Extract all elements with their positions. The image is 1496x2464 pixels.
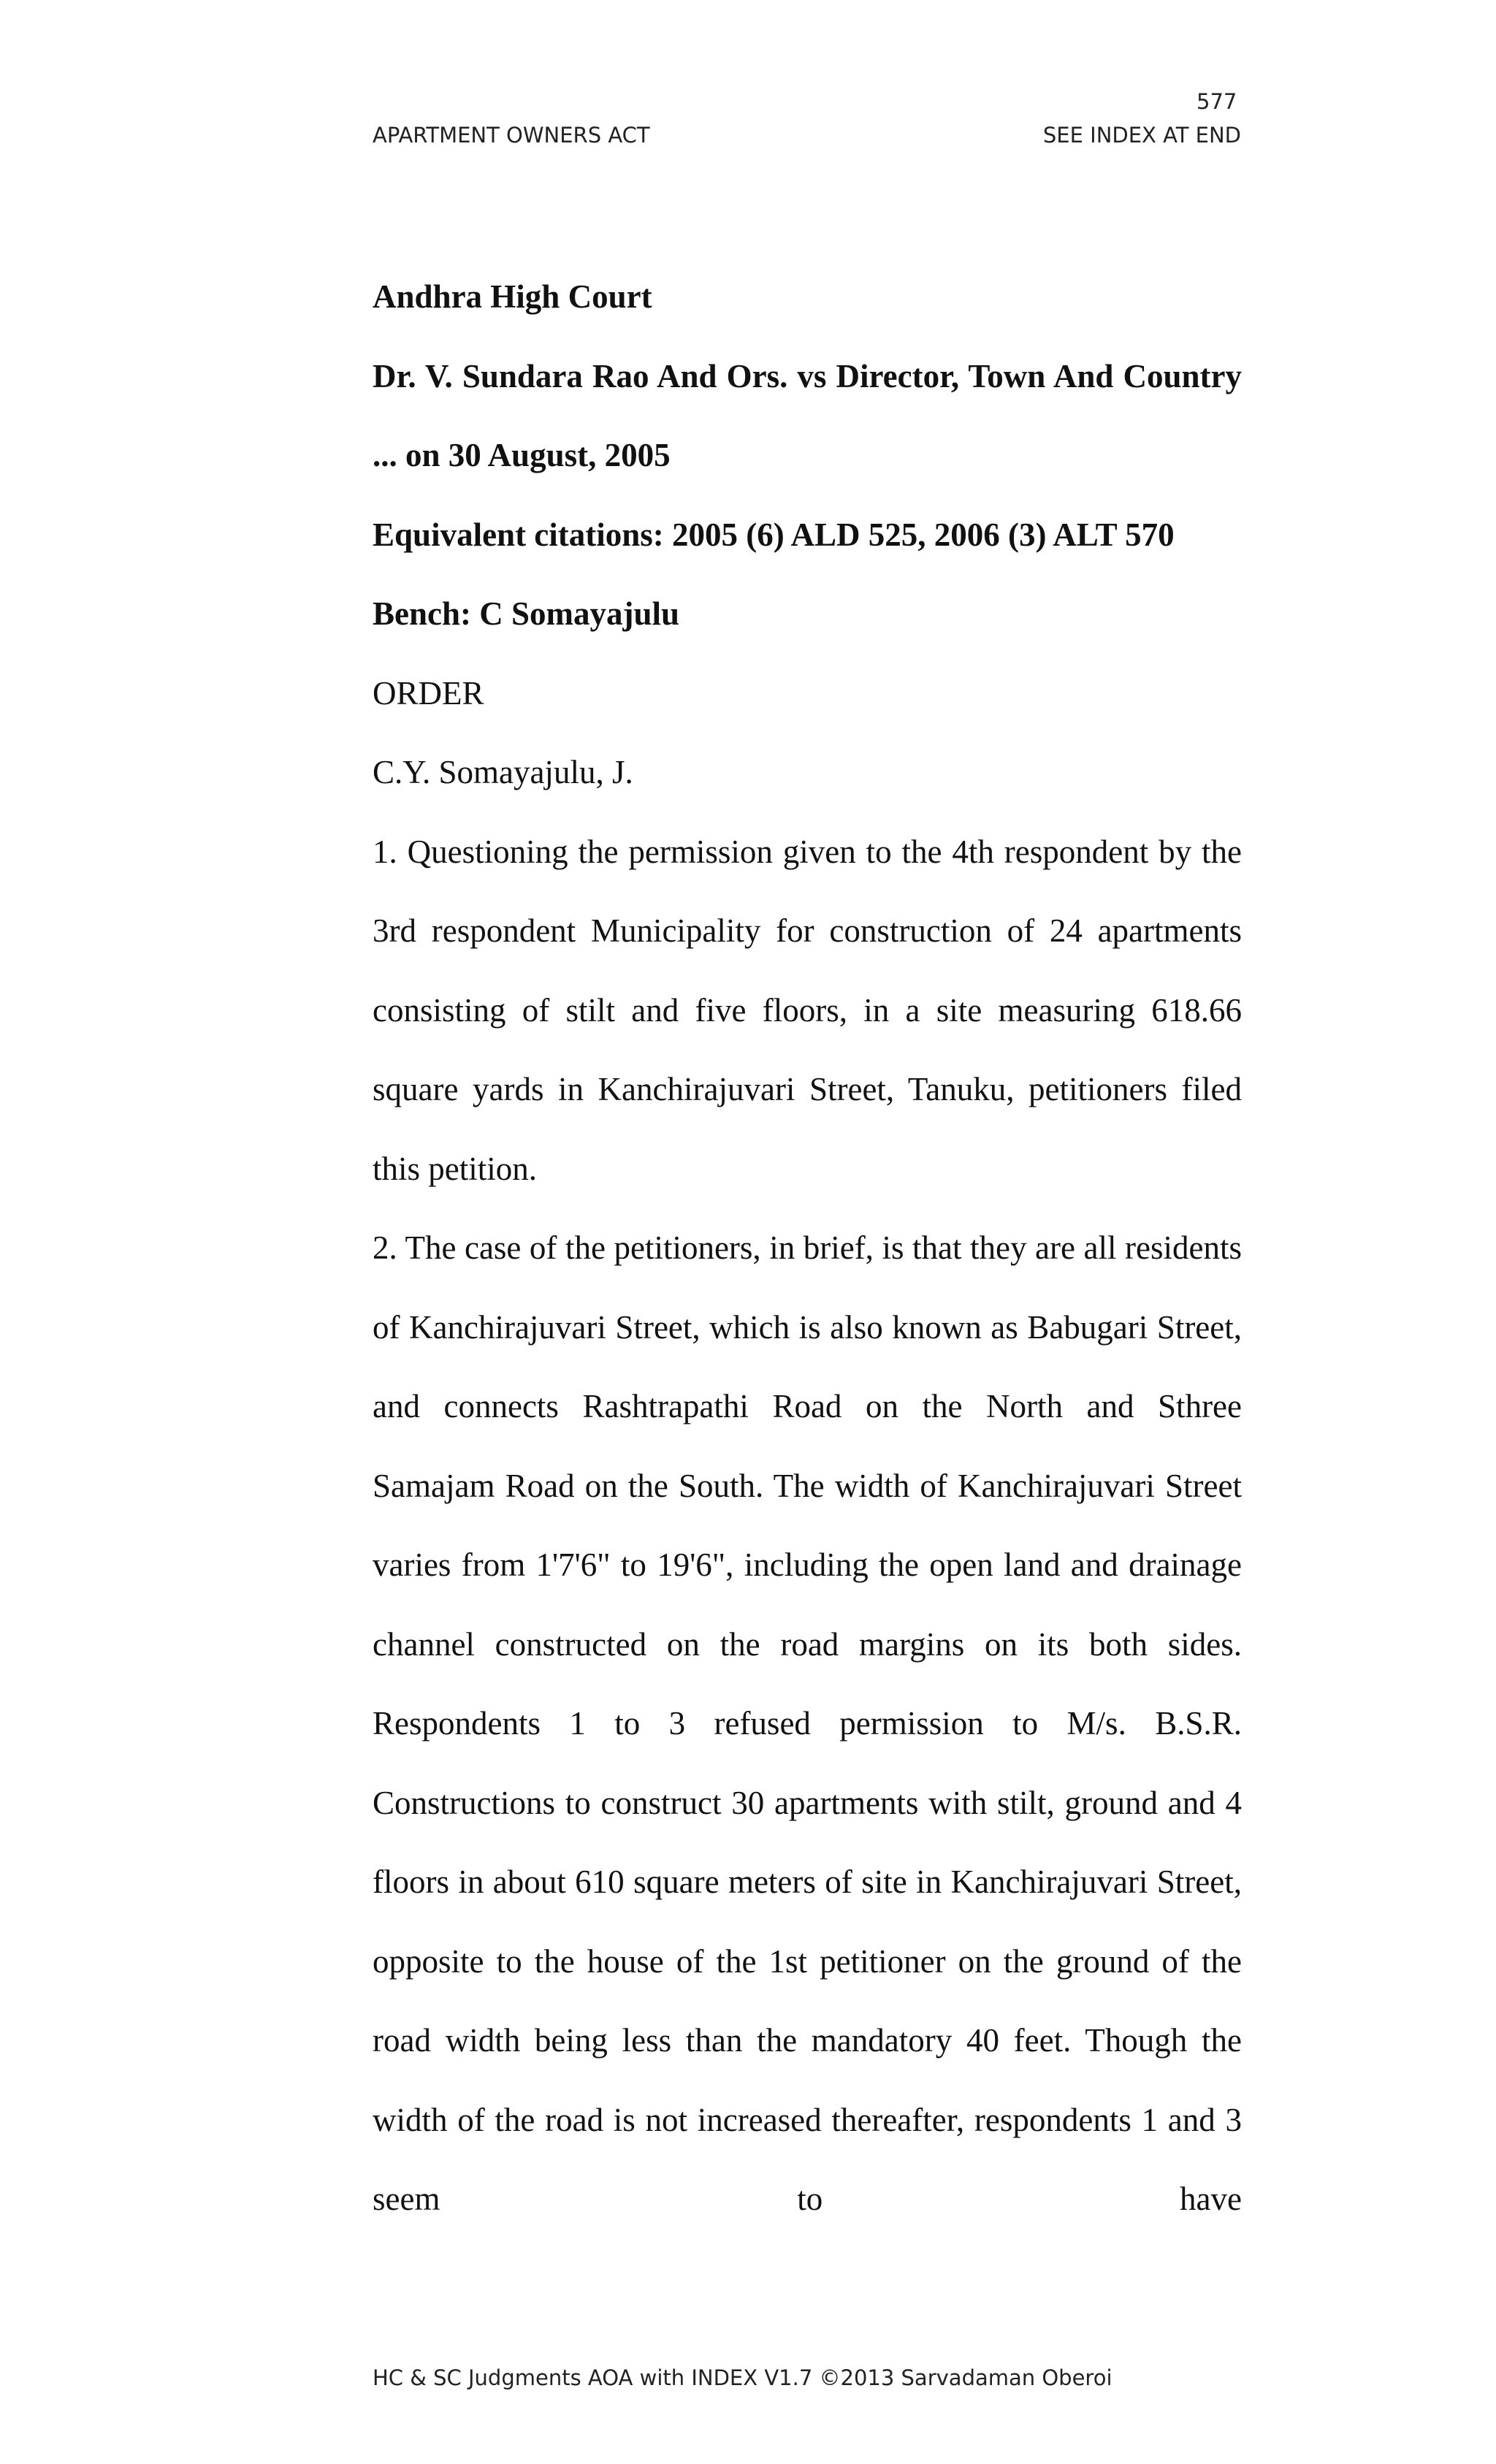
court-name: Andhra High Court: [373, 278, 652, 315]
page-number: 577: [1197, 89, 1237, 114]
judge-name: C.Y. Somayajulu, J.: [373, 754, 633, 790]
order-label: ORDER: [373, 674, 484, 712]
paragraph-1: 1. Questioning the permission given to the 4th respondent by the 3rd respondent Municipality for construction of 24 apartments consisting of stilt and five floors, in a site measuring 618.66 square yards in Kanchirajuvari Street, Tanuku, petitioners filed this petition.: [373, 833, 1242, 1187]
header-left-title: APARTMENT OWNERS ACT: [373, 123, 650, 148]
bench: Bench: C Somayajulu: [373, 595, 680, 632]
header-right-note: SEE INDEX AT END: [1042, 123, 1241, 148]
equivalent-citations: Equivalent citations: 2005 (6) ALD 525, 2006 (3) ALT 570: [373, 516, 1175, 553]
footer-copyright: HC & SC Judgments AOA with INDEX V1.7 ©2013 Sarvadaman Oberoi: [373, 2365, 1113, 2390]
document-body: [373, 257, 1242, 2239]
paragraph-2: 2. The case of the petitioners, in brief, is that they are all residents of Kanchirajuvari Street, which is also known as Babugari Street, and connects Rashtrapathi Road on the North and Sthree Samajam Road on the South. The width of Kanchirajuvari Street varies from 1'7'6" to 19'6", including the open land and drainage channel constructed on the road margins on its both sides. Respondents 1 to 3 refused permission to M/s. B.S.R. Constructions to construct 30 apartments with stilt, ground and 4 floors in about 610 square meters of site in Kanchirajuvari Street, opposite to the house of the 1st petitioner on the ground of the road width being less than the mandatory 40 feet. Though the width of the road is not increased thereafter, respondents 1 and 3 seem to have: [373, 1229, 1242, 2217]
case-title: Dr. V. Sundara Rao And Ors. vs Director, Town And Country ... on 30 August, 2005: [373, 357, 1242, 473]
